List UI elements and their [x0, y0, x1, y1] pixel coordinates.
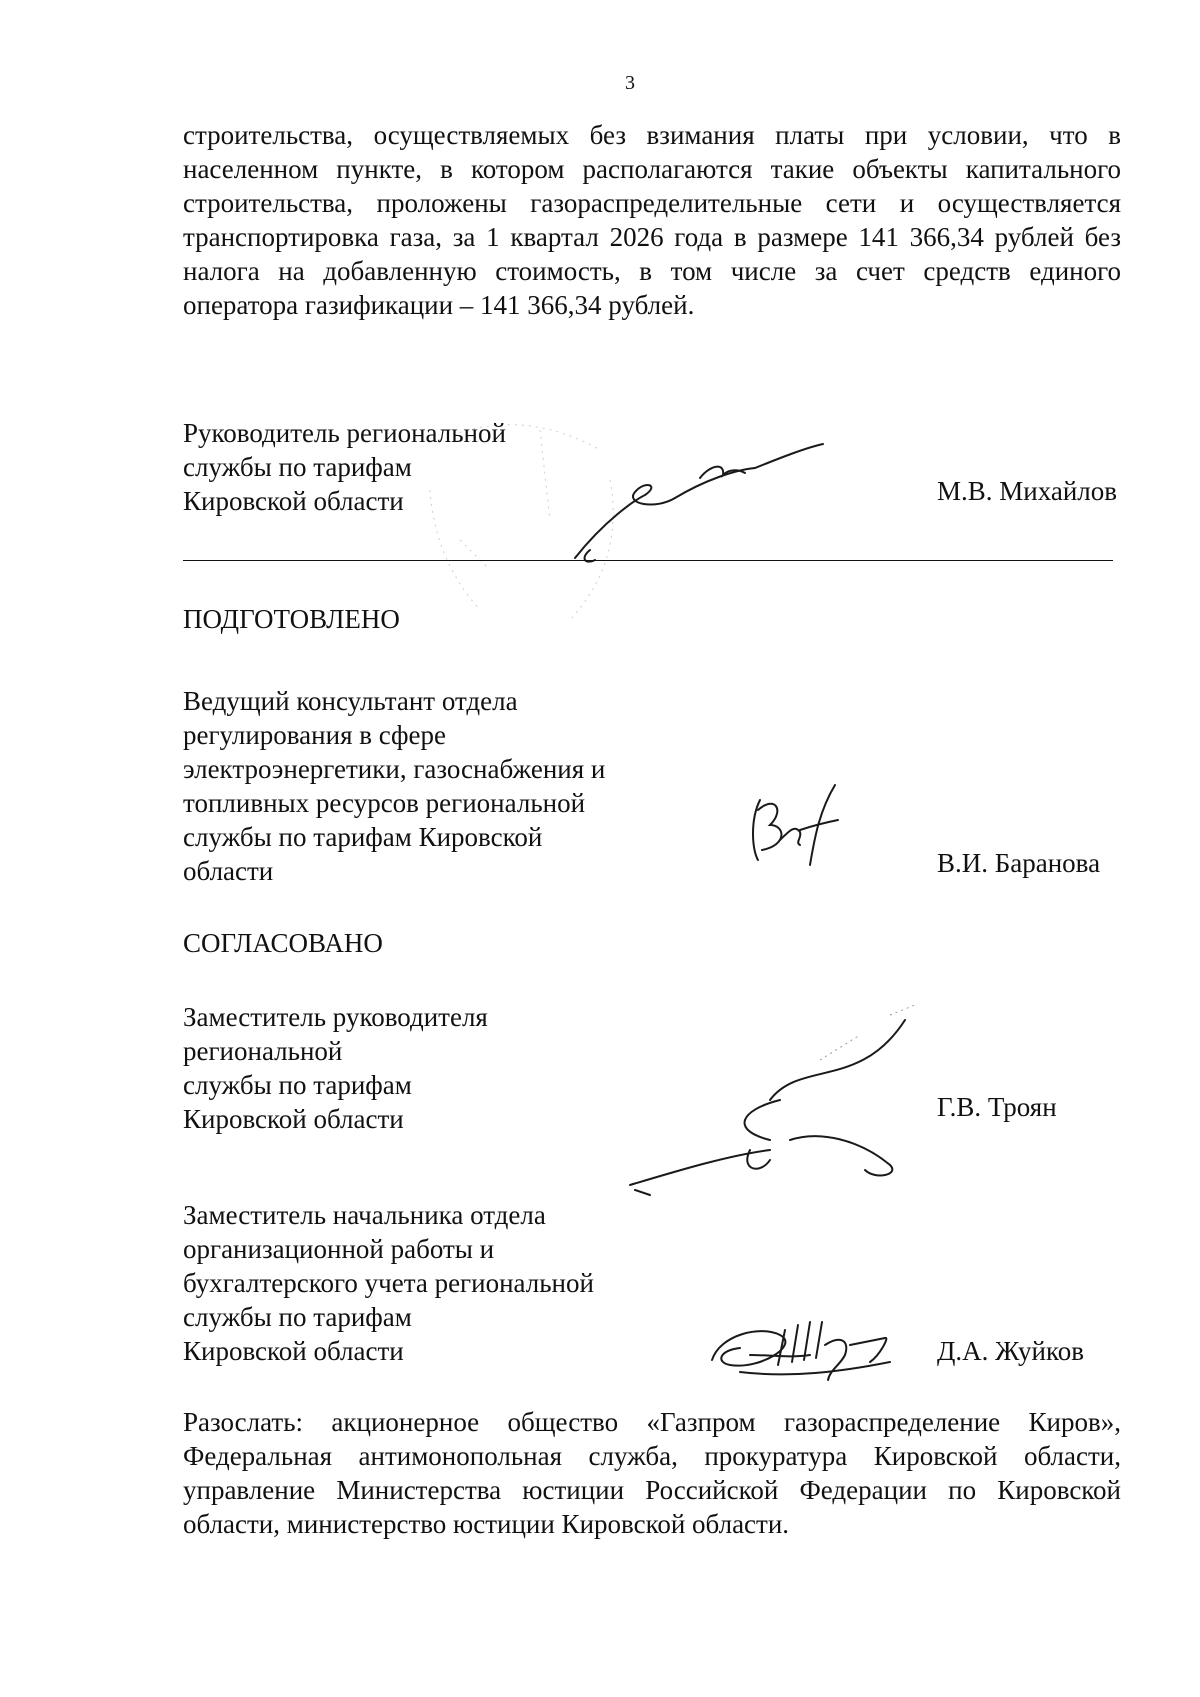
position-line: Кировской области — [183, 486, 404, 516]
position-line: регулирования в сфере — [183, 720, 447, 750]
position-line: Кировской области — [183, 1104, 404, 1134]
position-line: службы по тарифам — [183, 1302, 412, 1332]
position-line: Заместитель руководителя — [183, 1002, 488, 1032]
position-line: Ведущий консультант отдела — [183, 686, 518, 716]
prepared-heading: ПОДГОТОВЛЕНО — [183, 604, 400, 634]
position-line: службы по тарифам — [183, 1070, 412, 1100]
distribution-list: Разослать: акционерное общество «Газпром газораспределение Киров», Федеральная антимонопольная служба, прокуратура Кировской области, управление Министерства юстиции Российской Федерации по Кировской области, министерство юстиции Кировской области. — [183, 1407, 1121, 1539]
agreed-heading: СОГЛАСОВАНО — [183, 928, 383, 958]
position-line: службы по тарифам — [183, 452, 412, 482]
signatory-name: Д.А. Жуйков — [937, 1336, 1084, 1366]
position-line: Кировской области — [183, 1336, 404, 1366]
signature-zhuikov — [700, 1300, 920, 1390]
agreed-position-1 — [183, 1000, 613, 1136]
signature-troyan — [620, 1000, 920, 1200]
position-line: службы по тарифам Кировской — [183, 822, 543, 852]
signatory-name: М.В. Михайлов — [937, 476, 1118, 506]
signatory-name: В.И. Баранова — [937, 848, 1101, 878]
position-line: топливных ресурсов региональной — [183, 788, 586, 818]
page-number: 3 — [625, 72, 635, 94]
position-line: области — [183, 856, 274, 886]
position-line: региональной — [183, 1036, 343, 1066]
position-line: бухгалтерского учета региональной — [183, 1268, 594, 1298]
intro-paragraph: строительства, осуществляемых без взимания платы при условии, что в населенном пункте, в котором располагаются такие объекты капитального строительства, проложены газораспределительные сети и осуществляется транспортировка газа, за 1 квартал 2026 года в размере 141 366,34 рублей без налога на добавленную стоимость, в том числе за счет средств единого оператора газификации – 141 366,34 рублей. — [183, 120, 1121, 320]
position-line: Заместитель начальника отдела — [183, 1200, 546, 1230]
signature-baranova — [740, 780, 850, 870]
signature-mikhailov — [565, 440, 835, 570]
position-line: Руководитель региональной — [183, 418, 506, 448]
signatory-name: Г.В. Троян — [937, 1092, 1057, 1122]
separator-line — [183, 560, 1113, 561]
head-signatory-position — [183, 416, 613, 518]
position-line: электроэнергетики, газоснабжения и — [183, 754, 606, 784]
position-line: организационной работы и — [183, 1234, 495, 1264]
agreed-position-2 — [183, 1198, 643, 1368]
prepared-position — [183, 684, 643, 888]
